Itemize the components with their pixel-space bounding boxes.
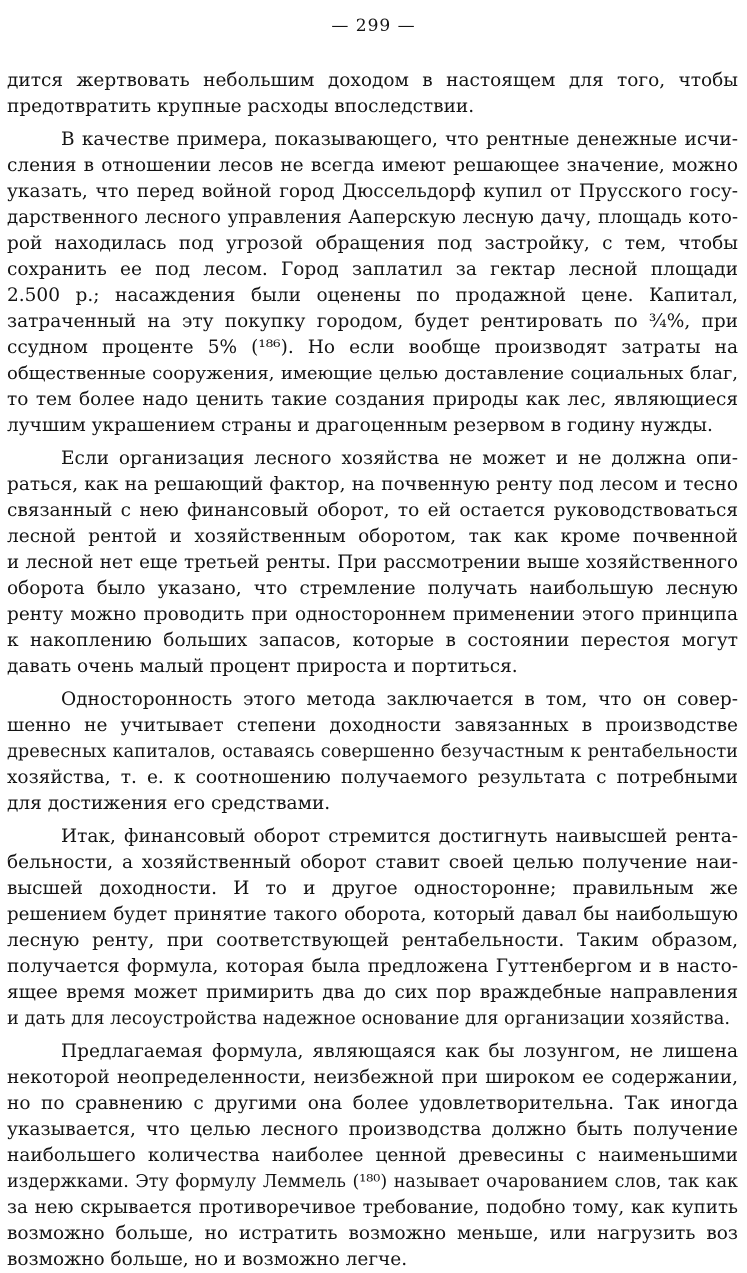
text-line: указывается, что целью лесного производства должно быть получение bbox=[7, 1119, 738, 1140]
text-line: шенно не учитывает степени доходности завязанных в производстве bbox=[7, 715, 738, 736]
text-line: хозяйства, т. е. к соотношению получаемого результата с потребными bbox=[7, 767, 738, 788]
text-line: предотвратить крупные расходы впоследствии. bbox=[7, 96, 475, 117]
text-line: сления в отношении лесов не всегда имеют решающее значение, можно bbox=[7, 155, 738, 176]
paragraph-6 bbox=[7, 1039, 738, 1273]
text-line: получается формула, которая была предложена Гуттенбергом и в насто- bbox=[7, 956, 738, 977]
text-line: Односторонность этого метода заключается в том, что он совер- bbox=[61, 689, 738, 710]
text-line: высшей доходности. И то и другое односторонне; правильным же bbox=[7, 878, 738, 899]
text-line: издержками. Эту формулу Леммель (¹⁸⁰) называет очарованием слов, так как bbox=[7, 1172, 738, 1192]
paragraph-2 bbox=[7, 127, 738, 439]
text-line: и дать для лесоустройства надежное основание для организации хозяйства. bbox=[7, 1009, 730, 1029]
text-line: к накоплению больших запасов, которые в состоянии перестоя могут bbox=[7, 630, 738, 651]
text-line: некоторой неопределенности, неизбежной при широком ее содержании, bbox=[7, 1067, 738, 1088]
text-line: Если организация лесного хозяйства не может и не должна опи- bbox=[61, 448, 738, 469]
text-line: лучшим украшением страны и драгоценным резервом в годину нужды. bbox=[7, 415, 713, 436]
text-line: указать, что перед войной город Дюссельдорф купил от Прусского госу- bbox=[7, 181, 738, 202]
body-text bbox=[7, 68, 738, 1273]
text-line: давать очень малый процент прироста и портиться. bbox=[7, 656, 518, 677]
text-line: возможно больше, но и возможно легче. bbox=[7, 1249, 408, 1270]
text-line: за нею скрывается противоречивое требование, подобно тому, как купить bbox=[7, 1197, 738, 1218]
text-line: лесную ренту, при соответствующей рентабельности. Таким образом, bbox=[7, 930, 738, 951]
paragraph-3 bbox=[7, 446, 738, 680]
text-line: ссудном проценте 5% (¹⁸⁶). Но если вообще производят затраты на bbox=[7, 337, 738, 358]
text-line: дарственного лесного управления Ааперскую лесную дачу, площадь кото- bbox=[7, 207, 738, 228]
text-line: 2.500 р.; насаждения были оценены по продажной цене. Капитал, bbox=[7, 285, 738, 306]
text-line: общественные сооружения, имеющие целью доставление социальных благ, bbox=[7, 363, 738, 384]
text-line: решением будет принятие такого оборота, который давал бы наибольшую bbox=[7, 904, 738, 925]
text-line: то тем более надо ценить такие создания природы как лес, являющиеся bbox=[7, 389, 738, 410]
text-line: ренту можно проводить при одностороннем применении этого принципа bbox=[7, 604, 738, 625]
text-line: и лесной нет еще третьей ренты. При рассмотрении выше хозяйственного bbox=[7, 552, 738, 573]
text-line: ящее время может примирить два до сих пор враждебные направления bbox=[7, 982, 738, 1003]
paragraph-4 bbox=[7, 687, 738, 817]
text-line: затраченный на эту покупку городом, будет рентировать по ³⁄₄%, при bbox=[7, 311, 738, 332]
text-line: дится жертвовать небольшим доходом в настоящем для того, чтобы bbox=[7, 70, 738, 91]
text-line: рой находилась под угрозой обращения под застройку, с тем, чтобы bbox=[7, 233, 738, 254]
text-line: лесной рентой и хозяйственным оборотом, так как кроме почвенной bbox=[7, 526, 738, 547]
text-line: В качестве примера, показывающего, что рентные денежные исчи- bbox=[61, 129, 738, 150]
text-line: бельности, а хозяйственный оборот ставит своей целью получение наи- bbox=[7, 852, 738, 873]
text-line: Предлагаемая формула, являющаяся как бы лозунгом, не лишена bbox=[61, 1041, 738, 1062]
text-line: раться, как на решающий фактор, на почвенную ренту под лесом и тесно bbox=[7, 474, 738, 495]
paragraph-5 bbox=[7, 824, 738, 1032]
text-line: для достижения его средствами. bbox=[7, 793, 331, 814]
text-line: Итак, финансовый оборот стремится достигнуть наивысшей рента- bbox=[61, 826, 738, 847]
text-line: оборота было указано, что стремление получать наибольшую лесную bbox=[7, 578, 738, 599]
text-line: связанный с нею финансовый оборот, то ей остается руководствоваться bbox=[7, 500, 738, 521]
text-line: но по сравнению с другими она более удовлетворительна. Так иногда bbox=[7, 1093, 738, 1114]
text-line: сохранить ее под лесом. Город заплатил за гектар лесной площади bbox=[7, 259, 738, 280]
text-line: древесных капиталов, оставаясь совершенно безучастным к рентабельности bbox=[7, 742, 738, 762]
page-number: — 299 — bbox=[331, 16, 416, 36]
text-line: возможно больше, но истратить возможно меньше, или нагрузить воз bbox=[7, 1223, 738, 1244]
text-line: наибольшего количества наиболее ценной древесины с наименьшими bbox=[7, 1145, 738, 1166]
paragraph-1 bbox=[7, 68, 738, 120]
